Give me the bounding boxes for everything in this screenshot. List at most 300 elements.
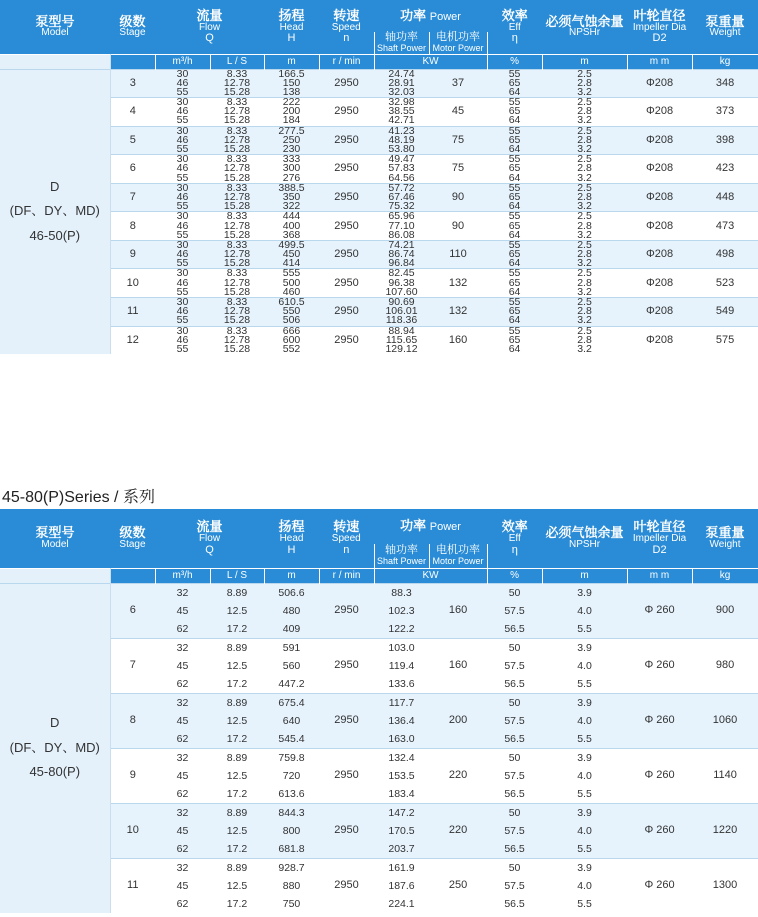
flow-ls-cell — [210, 583, 264, 638]
flow-ls-cell-value: 8.33 — [226, 153, 248, 166]
npshr-cell-value: 4.0 — [577, 769, 592, 782]
head-cell — [264, 583, 319, 638]
npshr-cell — [542, 693, 627, 748]
impeller-cell: Φ208 — [627, 126, 692, 155]
npshr-cell-value: 2.5 — [577, 153, 592, 166]
shaft-power-cell-value: 183.4 — [388, 787, 415, 800]
npshr-cell-value: 3.2 — [577, 314, 592, 327]
head-cell — [264, 183, 319, 212]
shaft-power-cell — [374, 638, 429, 693]
eff-cell-value: 50 — [508, 696, 521, 709]
shaft-power-cell-value: 42.71 — [388, 114, 415, 127]
flow-m3h-cell-value: 55 — [176, 342, 189, 355]
eff-cell-value: 56.5 — [504, 677, 525, 690]
eff-cell-value: 57.5 — [504, 714, 525, 727]
speed-cell: 2950 — [319, 155, 374, 184]
shaft-power-cell — [374, 98, 429, 127]
head-cell-value: 322 — [282, 200, 301, 213]
flow-m3h-cell-value: 62 — [176, 622, 189, 635]
head-cell-value: 388.5 — [278, 181, 305, 194]
weight-cell: 980 — [692, 638, 758, 693]
eff-cell-value: 65 — [508, 76, 521, 89]
head-cell — [264, 748, 319, 803]
flow-m3h-cell-value: 32 — [176, 696, 189, 709]
npshr-cell-value: 3.9 — [577, 751, 592, 764]
npshr-cell-value: 5.5 — [577, 622, 592, 635]
npshr-cell-value: 5.5 — [577, 897, 592, 910]
flow-ls-cell-value: 12.5 — [226, 824, 248, 837]
head-cell-value: 555 — [282, 267, 301, 280]
flow-m3h-cell-value: 62 — [176, 732, 189, 745]
flow-m3h-cell-value: 30 — [176, 181, 189, 194]
head-cell-value: 640 — [282, 714, 301, 727]
flow-ls-cell — [210, 748, 264, 803]
npshr-cell — [542, 269, 627, 298]
model-line: 46-50(P) — [29, 228, 81, 244]
shaft-power-cell-value: 74.21 — [388, 238, 415, 251]
head-cell-value: 613.6 — [278, 787, 305, 800]
npshr-cell-value: 3.2 — [577, 257, 592, 270]
motor-power-cell: 250 — [429, 858, 487, 913]
flow-ls-cell — [210, 69, 264, 98]
stage-cell: 4 — [110, 98, 155, 127]
model-line: D — [50, 178, 60, 194]
flow-ls-cell-value: 8.89 — [226, 696, 248, 709]
flow-ls-cell-value: 12.78 — [223, 76, 251, 89]
eff-cell-value: 64 — [508, 143, 521, 155]
flow-m3h-cell — [155, 803, 210, 858]
npshr-cell-value: 5.5 — [577, 677, 592, 690]
npshr-cell — [542, 98, 627, 127]
shaft-power-cell-value: 133.6 — [388, 677, 415, 690]
head-cell-value: 184 — [282, 114, 301, 127]
npshr-cell-value: 3.9 — [577, 806, 592, 819]
flow-m3h-cell — [155, 858, 210, 913]
flow-ls-cell-value: 8.33 — [226, 210, 248, 223]
shaft-power-cell — [374, 298, 429, 327]
head-cell-value: 333 — [282, 153, 301, 166]
shaft-power-cell-value: 49.47 — [388, 153, 415, 166]
stage-cell: 3 — [110, 69, 155, 98]
flow-ls-cell — [210, 269, 264, 298]
flow-m3h-cell-value: 62 — [176, 842, 189, 855]
flow-m3h-cell-value: 55 — [176, 228, 189, 241]
table-row — [0, 126, 758, 155]
npshr-cell-value: 5.5 — [577, 732, 592, 745]
flow-m3h-cell — [155, 748, 210, 803]
weight-cell: 900 — [692, 583, 758, 638]
flow-ls-cell-value: 12.78 — [223, 305, 251, 318]
head-cell — [264, 638, 319, 693]
shaft-power-cell-value: 136.4 — [388, 714, 415, 727]
shaft-power-cell-value: 38.55 — [388, 105, 415, 118]
npshr-cell-value: 3.2 — [577, 114, 592, 127]
impeller-cell: Φ208 — [627, 183, 692, 212]
flow-ls-cell-value: 15.28 — [223, 342, 251, 355]
flow-ls-cell — [210, 326, 264, 354]
npshr-cell-value: 2.8 — [577, 276, 592, 289]
motor-power-cell: 45 — [429, 98, 487, 127]
npshr-cell-value: 3.2 — [577, 285, 592, 298]
flow-m3h-cell-value: 46 — [176, 105, 189, 118]
stage-cell: 12 — [110, 326, 155, 354]
head-cell-value: 800 — [282, 824, 301, 837]
weight-cell: 575 — [692, 326, 758, 354]
shaft-power-cell-value: 170.5 — [388, 824, 415, 837]
head-cell-value: 230 — [282, 143, 301, 155]
npshr-cell-value: 2.5 — [577, 267, 592, 280]
speed-cell: 2950 — [319, 240, 374, 269]
head-cell-value: 414 — [282, 257, 301, 270]
eff-cell — [487, 240, 542, 269]
flow-m3h-cell — [155, 583, 210, 638]
head-cell-value: 480 — [282, 604, 301, 617]
speed-cell: 2950 — [319, 212, 374, 241]
table-row — [0, 298, 758, 327]
eff-cell-value: 56.5 — [504, 787, 525, 800]
eff-cell — [487, 693, 542, 748]
flow-ls-cell-value: 15.28 — [223, 143, 251, 155]
flow-m3h-cell — [155, 326, 210, 354]
model-unit-blank — [0, 568, 110, 583]
table-row — [0, 583, 758, 638]
flow-ls-cell-value: 15.28 — [223, 314, 251, 327]
speed-cell: 2950 — [319, 126, 374, 155]
stage-cell: 9 — [110, 748, 155, 803]
shaft-power-cell — [374, 748, 429, 803]
shaft-power-cell-value: 75.32 — [388, 200, 415, 213]
npshr-cell-value: 2.8 — [577, 219, 592, 232]
shaft-power-cell-value: 88.94 — [388, 324, 415, 337]
head-cell-value: 506.6 — [278, 586, 305, 599]
head-cell-value: 675.4 — [278, 696, 305, 709]
section-title: 45-80(P)Series / 系列 — [2, 489, 155, 506]
head-cell — [264, 155, 319, 184]
flow-m3h-cell — [155, 638, 210, 693]
motor-power-cell: 220 — [429, 803, 487, 858]
weight-cell: 423 — [692, 155, 758, 184]
weight-cell: 348 — [692, 69, 758, 98]
npshr-cell — [542, 212, 627, 241]
impeller-cell: Φ 260 — [627, 803, 692, 858]
flow-ls-cell-value: 15.28 — [223, 85, 251, 98]
npshr-cell-value: 2.8 — [577, 248, 592, 261]
col-header-shaft-power: 轴功率 Shaft Power — [374, 32, 429, 54]
shaft-power-cell-value: 57.72 — [388, 181, 415, 194]
npshr-cell-value: 2.8 — [577, 133, 592, 146]
head-cell-value: 447.2 — [278, 677, 305, 690]
flow-ls-cell — [210, 638, 264, 693]
eff-cell-value: 64 — [508, 285, 521, 298]
eff-cell-value: 65 — [508, 248, 521, 261]
stage-cell: 10 — [110, 803, 155, 858]
model-unit-blank — [0, 54, 110, 69]
shaft-power-cell — [374, 155, 429, 184]
eff-cell-value: 57.5 — [504, 879, 525, 892]
eff-cell-value: 55 — [508, 324, 521, 337]
col-header-speed: 转速 Speed n — [319, 0, 374, 54]
eff-cell-value: 65 — [508, 333, 521, 346]
weight-cell: 1060 — [692, 693, 758, 748]
eff-cell-value: 55 — [508, 296, 521, 308]
flow-ls-cell-value: 17.2 — [226, 622, 248, 635]
eff-cell-value: 65 — [508, 305, 521, 318]
shaft-power-cell-value: 102.3 — [388, 604, 415, 617]
flow-m3h-cell-value: 45 — [176, 604, 189, 617]
motor-power-cell: 132 — [429, 269, 487, 298]
head-cell — [264, 69, 319, 98]
stage-cell: 11 — [110, 298, 155, 327]
weight-cell: 448 — [692, 183, 758, 212]
shaft-power-cell-value: 64.56 — [388, 171, 415, 184]
shaft-power-cell-value: 82.45 — [388, 267, 415, 280]
flow-m3h-cell — [155, 183, 210, 212]
npshr-cell-value: 2.5 — [577, 181, 592, 194]
stage-cell: 5 — [110, 126, 155, 155]
flow-m3h-cell-value: 46 — [176, 219, 189, 232]
eff-cell-value: 50 — [508, 586, 521, 599]
npshr-cell — [542, 858, 627, 913]
flow-ls-cell-value: 8.33 — [226, 124, 248, 137]
flow-m3h-cell-value: 30 — [176, 210, 189, 223]
motor-power-cell: 37 — [429, 69, 487, 98]
flow-ls-cell-value: 12.78 — [223, 162, 251, 175]
npshr-cell-value: 2.8 — [577, 105, 592, 118]
motor-power-cell: 132 — [429, 298, 487, 327]
col-header-speed: 转速 Speed n — [319, 509, 374, 568]
eff-cell-value: 50 — [508, 751, 521, 764]
eff-cell-value: 64 — [508, 200, 521, 213]
head-cell-value: 880 — [282, 879, 301, 892]
impeller-cell: Φ 260 — [627, 748, 692, 803]
npshr-cell — [542, 155, 627, 184]
motor-power-cell: 160 — [429, 326, 487, 354]
weight-cell: 398 — [692, 126, 758, 155]
eff-cell-value: 64 — [508, 114, 521, 127]
eff-cell — [487, 183, 542, 212]
stage-cell: 6 — [110, 155, 155, 184]
head-cell-value: 222 — [282, 96, 301, 109]
shaft-power-cell — [374, 126, 429, 155]
head-cell-value: 409 — [282, 622, 301, 635]
table-row — [0, 803, 758, 858]
flow-ls-cell-value: 12.5 — [226, 714, 248, 727]
flow-m3h-cell-value: 46 — [176, 248, 189, 261]
shaft-power-cell-value: 187.6 — [388, 879, 415, 892]
eff-cell-value: 64 — [508, 85, 521, 98]
flow-ls-cell — [210, 240, 264, 269]
motor-power-cell: 110 — [429, 240, 487, 269]
npshr-cell-value: 5.5 — [577, 842, 592, 855]
speed-cell: 2950 — [319, 298, 374, 327]
shaft-power-cell-value: 132.4 — [388, 751, 415, 764]
impeller-cell: Φ 260 — [627, 583, 692, 638]
head-cell-value: 368 — [282, 228, 301, 241]
col-header-motor-power: 电机功率 Motor Power — [429, 544, 487, 568]
shaft-power-cell-value: 88.3 — [391, 586, 412, 599]
eff-cell-value: 55 — [508, 267, 521, 280]
eff-cell-value: 50 — [508, 806, 521, 819]
flow-ls-cell-value: 12.5 — [226, 879, 248, 892]
flow-m3h-cell-value: 32 — [176, 586, 189, 599]
speed-cell: 2950 — [319, 69, 374, 98]
npshr-cell-value: 3.9 — [577, 861, 592, 874]
model-line: 45-80(P) — [29, 764, 81, 780]
head-cell-value: 277.5 — [278, 124, 305, 137]
flow-ls-cell-value: 8.33 — [226, 267, 248, 280]
flow-ls-cell-value: 8.33 — [226, 96, 248, 109]
speed-cell: 2950 — [319, 638, 374, 693]
unit-power: KW — [374, 568, 487, 583]
eff-cell-value: 50 — [508, 641, 521, 654]
head-cell-value: 506 — [282, 314, 301, 327]
npshr-cell — [542, 748, 627, 803]
flow-ls-cell-value: 15.28 — [223, 200, 251, 213]
impeller-cell: Φ208 — [627, 269, 692, 298]
shaft-power-cell — [374, 240, 429, 269]
eff-cell — [487, 212, 542, 241]
weight-cell: 1300 — [692, 858, 758, 913]
npshr-cell — [542, 240, 627, 269]
col-header-impeller: 叶轮直径 Impeller Dia D2 — [627, 0, 692, 54]
flow-m3h-cell-value: 30 — [176, 324, 189, 337]
shaft-power-cell-value: 122.2 — [388, 622, 415, 635]
shaft-power-cell-value: 147.2 — [388, 806, 415, 819]
flow-m3h-cell-value: 62 — [176, 787, 189, 800]
shaft-power-cell-value: 24.74 — [388, 67, 415, 80]
flow-m3h-cell-value: 46 — [176, 76, 189, 89]
npshr-cell — [542, 803, 627, 858]
col-header-flow: 流量 Flow Q — [155, 0, 264, 54]
flow-ls-cell-value: 15.28 — [223, 228, 251, 241]
npshr-cell-value: 4.0 — [577, 824, 592, 837]
stage-cell: 10 — [110, 269, 155, 298]
flow-m3h-cell-value: 55 — [176, 85, 189, 98]
npshr-cell-value: 5.5 — [577, 787, 592, 800]
head-cell-value: 350 — [282, 190, 301, 203]
npshr-cell-value: 2.5 — [577, 96, 592, 109]
unit-eff: % — [487, 54, 542, 69]
npshr-cell-value: 4.0 — [577, 879, 592, 892]
impeller-cell: Φ208 — [627, 326, 692, 354]
flow-m3h-cell-value: 45 — [176, 714, 189, 727]
stage-cell: 8 — [110, 693, 155, 748]
npshr-cell-value: 2.8 — [577, 76, 592, 89]
eff-cell-value: 50 — [508, 861, 521, 874]
table-row — [0, 693, 758, 748]
table-row — [0, 858, 758, 913]
flow-ls-cell — [210, 126, 264, 155]
eff-cell-value: 64 — [508, 171, 521, 184]
flow-m3h-cell-value: 32 — [176, 861, 189, 874]
head-cell-value: 550 — [282, 305, 301, 318]
flow-m3h-cell-value: 30 — [176, 267, 189, 280]
impeller-cell: Φ208 — [627, 155, 692, 184]
head-cell-value: 750 — [282, 897, 301, 910]
impeller-cell: Φ 260 — [627, 638, 692, 693]
eff-cell-value: 64 — [508, 314, 521, 327]
flow-m3h-cell-value: 45 — [176, 659, 189, 672]
npshr-cell-value: 2.8 — [577, 162, 592, 175]
head-cell — [264, 240, 319, 269]
flow-m3h-cell-value: 30 — [176, 124, 189, 137]
flow-ls-cell-value: 12.78 — [223, 333, 251, 346]
speed-cell: 2950 — [319, 98, 374, 127]
col-header-head: 扬程 Head H — [264, 509, 319, 568]
flow-m3h-cell-value: 32 — [176, 751, 189, 764]
eff-cell — [487, 69, 542, 98]
flow-ls-cell-value: 12.78 — [223, 190, 251, 203]
flow-ls-cell-value: 15.28 — [223, 114, 251, 127]
shaft-power-cell-value: 48.19 — [388, 133, 415, 146]
motor-power-cell: 90 — [429, 212, 487, 241]
table-row — [0, 269, 758, 298]
impeller-cell: Φ208 — [627, 69, 692, 98]
head-cell — [264, 803, 319, 858]
shaft-power-cell-value: 129.12 — [385, 342, 418, 355]
head-cell-value: 545.4 — [278, 732, 305, 745]
eff-cell-value: 65 — [508, 162, 521, 175]
speed-cell: 2950 — [319, 326, 374, 354]
head-cell — [264, 269, 319, 298]
flow-m3h-cell-value: 46 — [176, 333, 189, 346]
flow-m3h-cell-value: 46 — [176, 162, 189, 175]
eff-cell-value: 55 — [508, 210, 521, 223]
unit-flow-ls: L / S — [210, 568, 264, 583]
weight-cell: 373 — [692, 98, 758, 127]
head-cell — [264, 858, 319, 913]
impeller-cell: Φ 260 — [627, 858, 692, 913]
speed-cell: 2950 — [319, 858, 374, 913]
col-header-motor-power: 电机功率 Motor Power — [429, 32, 487, 54]
weight-cell: 1140 — [692, 748, 758, 803]
impeller-cell: Φ208 — [627, 240, 692, 269]
head-cell-value: 250 — [282, 133, 301, 146]
motor-power-cell: 160 — [429, 638, 487, 693]
stage-cell: 6 — [110, 583, 155, 638]
eff-cell — [487, 638, 542, 693]
col-header-npshr: 必须气蚀余量 NPSHr — [542, 0, 627, 54]
motor-power-cell: 220 — [429, 748, 487, 803]
flow-ls-cell-value: 12.5 — [226, 769, 248, 782]
head-cell — [264, 326, 319, 354]
flow-ls-cell-value: 12.78 — [223, 276, 251, 289]
col-header-stage: 级数 Stage — [110, 509, 155, 568]
npshr-cell-value: 3.9 — [577, 641, 592, 654]
shaft-power-cell-value: 65.96 — [388, 210, 415, 223]
flow-m3h-cell-value: 45 — [176, 824, 189, 837]
flow-m3h-cell — [155, 69, 210, 98]
npshr-cell-value: 4.0 — [577, 659, 592, 672]
head-cell-value: 600 — [282, 333, 301, 346]
table-row — [0, 212, 758, 241]
eff-cell — [487, 803, 542, 858]
eff-cell — [487, 98, 542, 127]
motor-power-cell: 160 — [429, 583, 487, 638]
speed-cell: 2950 — [319, 269, 374, 298]
npshr-cell-value: 3.2 — [577, 228, 592, 241]
flow-m3h-cell-value: 55 — [176, 285, 189, 298]
flow-ls-cell-value: 17.2 — [226, 842, 248, 855]
shaft-power-cell-value: 119.4 — [388, 659, 415, 672]
shaft-power-cell-value: 118.36 — [385, 314, 418, 327]
flow-ls-cell-value: 12.5 — [226, 604, 248, 617]
eff-cell — [487, 326, 542, 354]
npshr-cell-value: 3.2 — [577, 200, 592, 213]
eff-cell — [487, 269, 542, 298]
flow-ls-cell-value: 17.2 — [226, 787, 248, 800]
shaft-power-cell — [374, 583, 429, 638]
